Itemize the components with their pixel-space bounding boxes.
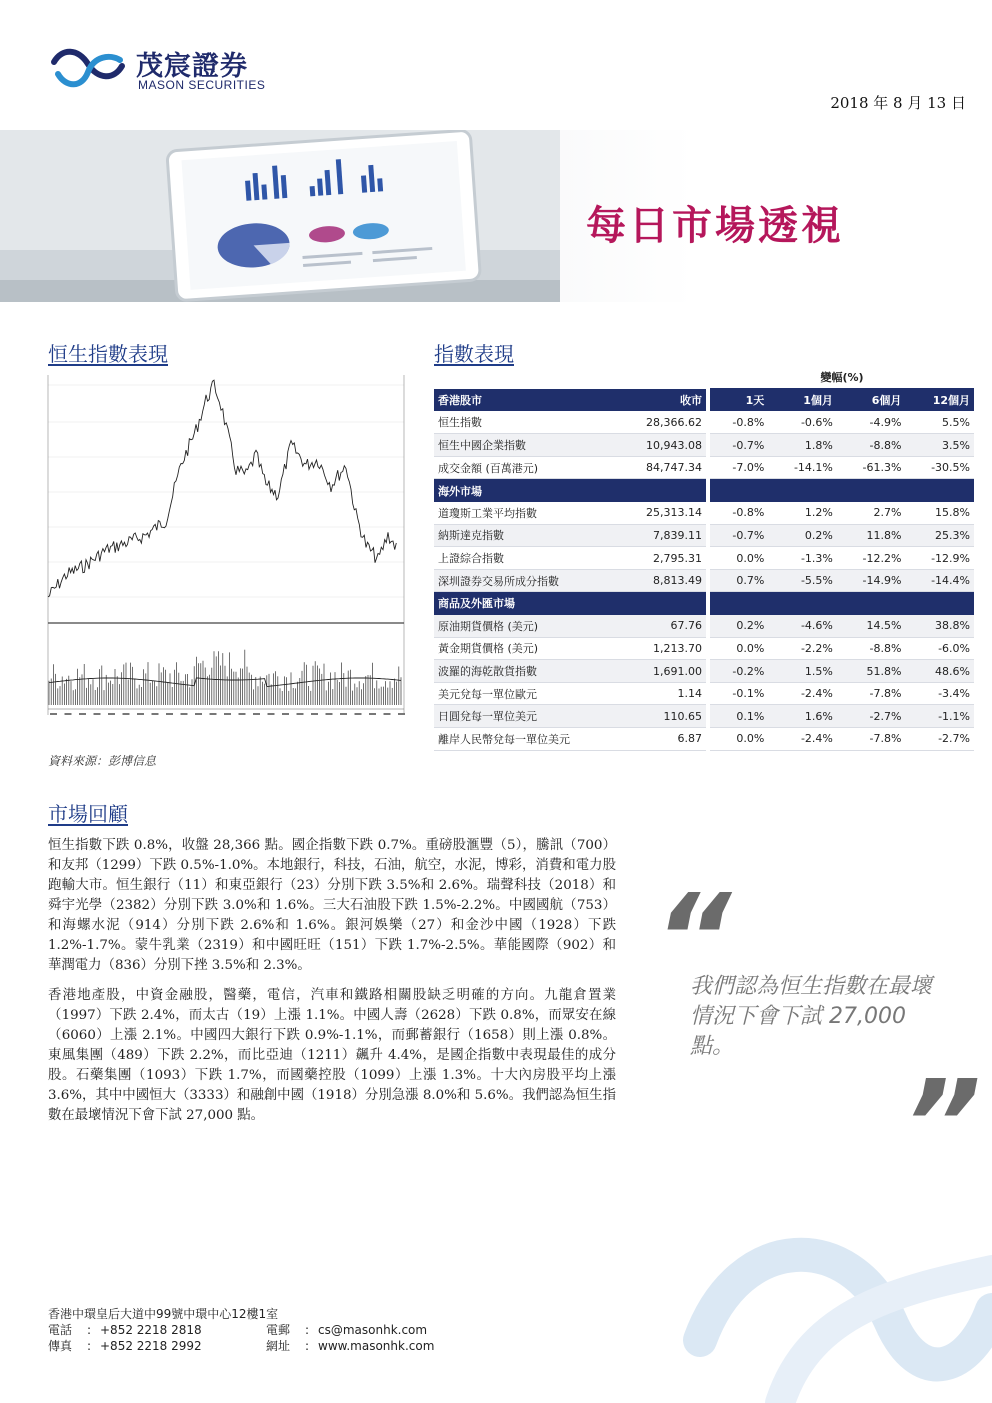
blank-cell bbox=[642, 366, 706, 389]
group-header-row bbox=[434, 389, 974, 412]
change-d1: 0.0% bbox=[710, 728, 768, 751]
change-m1: -1.3% bbox=[768, 547, 837, 570]
close-value: 84,747.34 bbox=[642, 456, 706, 479]
change-m6: -12.2% bbox=[837, 547, 906, 570]
change-m1: -2.4% bbox=[768, 728, 837, 751]
indices-section-title: 指數表現 bbox=[434, 342, 514, 366]
company-logo bbox=[48, 42, 288, 98]
change-m6: 51.8% bbox=[837, 660, 906, 683]
change-m6: 11.8% bbox=[837, 524, 906, 547]
col-period: 6個月 bbox=[837, 389, 906, 412]
blank-cell bbox=[642, 479, 706, 502]
table-row bbox=[434, 728, 974, 751]
change-d1: 0.1% bbox=[710, 705, 768, 728]
tablet-chart-illustration bbox=[0, 130, 560, 302]
change-m6: -8.8% bbox=[837, 637, 906, 660]
x-tick-label bbox=[50, 713, 57, 715]
x-tick-label bbox=[79, 713, 86, 715]
col-period: 12個月 bbox=[905, 389, 974, 412]
change-m1: 1.5% bbox=[768, 660, 837, 683]
x-tick-label bbox=[195, 713, 202, 715]
close-value: 25,313.14 bbox=[642, 502, 706, 525]
change-d1: -7.0% bbox=[710, 456, 768, 479]
table-row bbox=[434, 524, 974, 547]
change-m6: -2.7% bbox=[837, 705, 906, 728]
col-period: 1個月 bbox=[768, 389, 837, 412]
change-m12: 25.3% bbox=[905, 524, 974, 547]
close-value: 1,213.70 bbox=[642, 637, 706, 660]
web-label: 網址 bbox=[266, 1339, 291, 1353]
x-tick-label bbox=[94, 713, 101, 715]
pull-quote: 我們認為恒生指數在最壞情況下會下試 27,000 點。 bbox=[690, 974, 933, 1059]
change-m12: -2.7% bbox=[905, 728, 974, 751]
banner bbox=[0, 130, 992, 302]
close-value: 28,366.62 bbox=[642, 411, 706, 434]
group-title: 香港股市 bbox=[434, 389, 642, 412]
change-m6: -7.8% bbox=[837, 728, 906, 751]
fax-value: +852 2218 2992 bbox=[100, 1339, 202, 1353]
index-name: 離岸人民幣兌每一單位美元 bbox=[434, 728, 642, 751]
x-tick-label bbox=[152, 713, 159, 715]
x-tick-label bbox=[340, 713, 347, 715]
change-m12: -6.0% bbox=[905, 637, 974, 660]
index-name: 道瓊斯工業平均指數 bbox=[434, 502, 642, 525]
blank-cell bbox=[905, 592, 974, 615]
table-row bbox=[434, 547, 974, 570]
index-name: 日圓兌每一單位美元 bbox=[434, 705, 642, 728]
change-m12: 15.8% bbox=[905, 502, 974, 525]
x-tick-label bbox=[311, 713, 318, 715]
index-name: 恒生指數 bbox=[434, 411, 642, 434]
review-section-title: 市場回顧 bbox=[48, 802, 128, 826]
table-row bbox=[434, 682, 974, 705]
index-performance-table bbox=[434, 366, 974, 751]
blank-cell bbox=[710, 479, 768, 502]
table-row bbox=[434, 411, 974, 434]
quote-open-mark: “ bbox=[654, 870, 732, 1009]
x-tick-label bbox=[355, 713, 362, 715]
web-link[interactable]: www.masonhk.com bbox=[318, 1339, 435, 1353]
table-row bbox=[434, 637, 974, 660]
fax-label: 傳真 bbox=[48, 1339, 73, 1353]
change-m12: -12.9% bbox=[905, 547, 974, 570]
change-m12: -3.4% bbox=[905, 682, 974, 705]
close-value: 67.76 bbox=[642, 615, 706, 638]
change-m6: -4.9% bbox=[837, 411, 906, 434]
table-row bbox=[434, 456, 974, 479]
x-tick-label bbox=[166, 713, 173, 715]
tel-label: 電話 bbox=[48, 1323, 73, 1337]
change-m12: -1.1% bbox=[905, 705, 974, 728]
x-tick-label bbox=[369, 713, 376, 715]
watermark-logo-icon bbox=[640, 1190, 992, 1403]
web-sep: : bbox=[304, 1339, 310, 1353]
blank-cell bbox=[837, 479, 906, 502]
close-value: 2,795.31 bbox=[642, 547, 706, 570]
change-m12: 3.5% bbox=[905, 434, 974, 457]
x-tick-label bbox=[253, 713, 260, 715]
fax-sep: : bbox=[86, 1339, 92, 1353]
change-m1: 0.2% bbox=[768, 524, 837, 547]
change-m1: -0.6% bbox=[768, 411, 837, 434]
change-m1: -4.6% bbox=[768, 615, 837, 638]
x-tick-label bbox=[282, 713, 289, 715]
close-value: 6.87 bbox=[642, 728, 706, 751]
index-name: 美元兌每一單位歐元 bbox=[434, 682, 642, 705]
index-name: 原油期貨價格 (美元) bbox=[434, 615, 642, 638]
blank-cell bbox=[768, 479, 837, 502]
blank-cell bbox=[837, 592, 906, 615]
tel-sep: : bbox=[86, 1323, 92, 1337]
change-d1: -0.8% bbox=[710, 411, 768, 434]
x-tick-label bbox=[326, 713, 333, 715]
change-m6: -8.8% bbox=[837, 434, 906, 457]
x-tick-label bbox=[181, 713, 188, 715]
index-name: 上證綜合指數 bbox=[434, 547, 642, 570]
change-m6: -7.8% bbox=[837, 682, 906, 705]
change-d1: 0.2% bbox=[710, 615, 768, 638]
blank-cell bbox=[710, 592, 768, 615]
x-tick-label bbox=[210, 713, 217, 715]
blank-cell bbox=[768, 592, 837, 615]
change-m12: 38.8% bbox=[905, 615, 974, 638]
close-value: 10,943.08 bbox=[642, 434, 706, 457]
x-tick-label bbox=[268, 713, 275, 715]
close-value: 8,813.49 bbox=[642, 569, 706, 592]
change-d1: 0.0% bbox=[710, 547, 768, 570]
footer-contact bbox=[48, 1306, 484, 1354]
change-m1: 1.6% bbox=[768, 705, 837, 728]
close-value: 7,839.11 bbox=[642, 524, 706, 547]
change-d1: 0.0% bbox=[710, 637, 768, 660]
table-row bbox=[434, 660, 974, 683]
change-m6: 2.7% bbox=[837, 502, 906, 525]
change-m12: 5.5% bbox=[905, 411, 974, 434]
group-header-row bbox=[434, 479, 974, 502]
email-label: 電郵 bbox=[266, 1323, 291, 1337]
mason-logo-icon bbox=[48, 44, 128, 92]
change-d1: -0.7% bbox=[710, 524, 768, 547]
review-paragraph-1: 恒生指數下跌 0.8%，收盤 28,366 點。國企指數下跌 0.7%。重磅股滙豐（5），騰訊（700）和友邦（1299）下跌 0.5%-1.0%。本地銀行，科技，石油，航空，水泥，博彩，消費和電力股跑輸大市。恒生銀行（11）和東亞銀行（23）分別下跌 3.5%和 2.6%。瑞聲科技（2018）和舜宇光學（2382）分別下跌 3.0%和 1.6%。三大石油股下跌 1.5%-2.2%。中國國航（753）和海螺水泥（914）分別下跌 2.6%和 1.6%。銀河娛樂（27）和金沙中國（1928）下跌 1.2%-1.7%。蒙牛乳業（2319）和中國旺旺（151）下跌 1.7%-2.5%。華能國際（902）和華潤電力（836）分別下挫 3.5%和 2.3%。 bbox=[48, 838, 616, 973]
table-row bbox=[434, 434, 974, 457]
review-paragraph-2: 香港地產股，中資金融股，醫藥，電信，汽車和鐵路相關股缺乏明確的方向。九龍倉置業（1997）下跌 2.4%，而太古（19）上漲 1.1%。中國人壽（2628）下跌 0.8%，而眾安在線（6060）上漲 2.1%。中國四大銀行下跌 0.9%-1.1%，而郵蓄銀行（1658）則上漲 0.8%。東風集團（489）下跌 2.2%，而比亞迪（1211）飆升 4.4%，是國企指數中表現最佳的成分股。石藥集團（1093）下跌 1.7%，而國藥控股（1099）上漲 1.3%。十大內房股平均上漲 3.6%，其中中國恒大（3333）和融創中國（1918）分別急漲 8.0%和 5.6%。我們認為恒生指數在最壞情況下會下試 27,000 點。 bbox=[48, 988, 616, 1123]
change-m1: -2.4% bbox=[768, 682, 837, 705]
x-tick-label bbox=[123, 713, 130, 715]
change-m6: -61.3% bbox=[837, 456, 906, 479]
x-tick-label bbox=[108, 713, 115, 715]
change-d1: -0.1% bbox=[710, 682, 768, 705]
change-header: 變幅(%) bbox=[710, 366, 974, 389]
index-name: 黃金期貨價格 (美元) bbox=[434, 637, 642, 660]
change-d1: -0.2% bbox=[710, 660, 768, 683]
close-value: 1,691.00 bbox=[642, 660, 706, 683]
col-period: 1天 bbox=[710, 389, 768, 412]
table-row bbox=[434, 705, 974, 728]
x-tick-label bbox=[398, 713, 405, 715]
change-d1: 0.7% bbox=[710, 569, 768, 592]
x-tick-label bbox=[137, 713, 144, 715]
close-value: 110.65 bbox=[642, 705, 706, 728]
change-m12: -30.5% bbox=[905, 456, 974, 479]
change-m1: -2.2% bbox=[768, 637, 837, 660]
group-title: 海外市場 bbox=[434, 479, 642, 502]
table-row bbox=[434, 615, 974, 638]
index-name: 深圳證券交易所成分指數 bbox=[434, 569, 642, 592]
change-m12: -14.4% bbox=[905, 569, 974, 592]
change-m6: 14.5% bbox=[837, 615, 906, 638]
brand-name-en: MASON SECURITIES bbox=[138, 78, 266, 92]
hsi-section-title: 恒生指數表現 bbox=[48, 342, 168, 366]
banner-title: 每日市場透視 bbox=[586, 203, 844, 249]
change-m1: -14.1% bbox=[768, 456, 837, 479]
brand-name-cn: 茂宸證券 bbox=[136, 51, 248, 82]
index-name: 恒生中國企業指數 bbox=[434, 434, 642, 457]
x-tick-label bbox=[239, 713, 246, 715]
tel-value: +852 2218 2818 bbox=[100, 1323, 202, 1337]
footer-address: 香港中環皇后大道中99號中環中心12樓1室 bbox=[48, 1307, 279, 1321]
quote-close-mark: ” bbox=[904, 1056, 982, 1195]
change-m1: 1.8% bbox=[768, 434, 837, 457]
close-value: 1.14 bbox=[642, 682, 706, 705]
change-m6: -14.9% bbox=[837, 569, 906, 592]
group-title: 商品及外匯市場 bbox=[434, 592, 642, 615]
report-date: 2018 年 8 月 13 日 bbox=[830, 94, 966, 112]
index-name: 成交金額 (百萬港元) bbox=[434, 456, 642, 479]
change-m12: 48.6% bbox=[905, 660, 974, 683]
index-name: 納斯達克指數 bbox=[434, 524, 642, 547]
market-review-text bbox=[48, 836, 616, 1136]
change-m1: 1.2% bbox=[768, 502, 837, 525]
hsi-performance-chart bbox=[46, 375, 416, 735]
change-m1: -5.5% bbox=[768, 569, 837, 592]
x-tick-label bbox=[224, 713, 231, 715]
data-source: 資料來源：彭博信息 bbox=[48, 754, 157, 768]
change-header-row bbox=[434, 366, 974, 389]
col-close: 收市 bbox=[642, 389, 706, 412]
table-row bbox=[434, 569, 974, 592]
index-name: 波羅的海乾散貨指數 bbox=[434, 660, 642, 683]
x-tick-label bbox=[65, 713, 72, 715]
x-tick-label bbox=[297, 713, 304, 715]
email-sep: : bbox=[304, 1323, 310, 1337]
group-header-row bbox=[434, 592, 974, 615]
change-d1: -0.8% bbox=[710, 502, 768, 525]
table-row bbox=[434, 502, 974, 525]
blank-cell bbox=[434, 366, 642, 389]
email-link[interactable]: cs@masonhk.com bbox=[318, 1323, 428, 1337]
blank-cell bbox=[905, 479, 974, 502]
blank-cell bbox=[642, 592, 706, 615]
x-tick-label bbox=[384, 713, 391, 715]
change-d1: -0.7% bbox=[710, 434, 768, 457]
